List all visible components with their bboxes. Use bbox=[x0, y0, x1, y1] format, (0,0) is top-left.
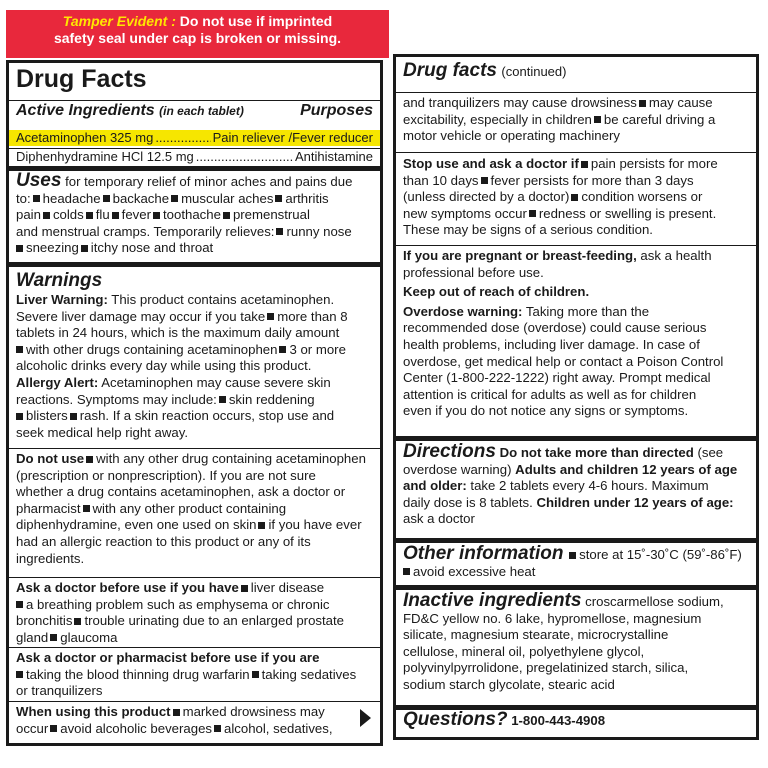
directions-text: Adults and children 12 years of age bbox=[515, 461, 738, 477]
drug-facts-panel-left bbox=[6, 60, 383, 746]
inactive-ingredients-section bbox=[396, 585, 756, 694]
uses-text: runny nose bbox=[286, 223, 352, 239]
warning-text: ingredients. bbox=[16, 550, 85, 566]
warning-text: overdose, get medical help or contact a Poison Control bbox=[403, 353, 724, 369]
questions-phone: 1-800-443-4908 bbox=[511, 713, 606, 728]
uses-text: muscular aches bbox=[181, 190, 274, 206]
warning-text: Center (1-800-222-1222) right away. Prompt medical bbox=[403, 370, 711, 386]
warning-text: Acetaminophen may cause severe skin bbox=[101, 374, 331, 390]
uses-section bbox=[9, 166, 380, 257]
other-information-section bbox=[396, 538, 756, 580]
warning-text: trouble urinating due to an enlarged prostate bbox=[84, 613, 344, 629]
active-ingredients-title: Active Ingredients bbox=[16, 102, 155, 119]
warning-text: rash. If a skin reaction occurs, stop use and bbox=[79, 408, 335, 424]
ingredient-name: Acetaminophen 325 mg bbox=[16, 130, 154, 145]
uses-text: backache bbox=[112, 190, 170, 206]
warning-text: than 10 days bbox=[403, 172, 479, 188]
warning-text: This product contains acetaminophen. bbox=[111, 292, 335, 307]
directions-text: ask a doctor bbox=[403, 511, 475, 527]
other-info-text: avoid excessive heat bbox=[413, 563, 536, 579]
overdose-warning-title: Overdose warning: bbox=[403, 303, 523, 319]
ingredient-name: Diphenhydramine HCl 12.5 mg bbox=[16, 149, 194, 164]
uses-text: headache bbox=[42, 190, 101, 206]
warning-text: more than 8 bbox=[277, 308, 348, 324]
tamper-evident-banner bbox=[6, 10, 389, 58]
tamper-line2: safety seal under cap is broken or missing. bbox=[53, 30, 342, 46]
purposes-title: Purposes bbox=[300, 102, 373, 119]
warning-text: alcoholic drinks every day while using this product. bbox=[16, 358, 312, 374]
uses-text: flu bbox=[95, 207, 110, 223]
uses-text: premenstrual bbox=[232, 207, 310, 223]
tamper-title: Tamper Evident : bbox=[62, 13, 176, 29]
other-information-title: Other information bbox=[403, 543, 564, 564]
warning-text: marked drowsiness may bbox=[182, 704, 325, 719]
warning-text: new symptoms occur bbox=[403, 205, 527, 221]
warning-text: Severe liver damage may occur if you take bbox=[16, 308, 266, 324]
directions-title: Directions bbox=[403, 441, 496, 462]
drug-facts-title: Drug Facts bbox=[16, 65, 147, 93]
liver-warning-title: Liver Warning: bbox=[16, 292, 108, 307]
uses-text: fever bbox=[121, 207, 151, 223]
directions-section bbox=[396, 436, 756, 528]
ask-doctor-section bbox=[9, 577, 380, 646]
allergy-alert-title: Allergy Alert: bbox=[16, 374, 99, 390]
warning-text: pharmacist bbox=[16, 500, 81, 516]
warning-text: whether a drug contains acetaminophen, ask a doctor or bbox=[16, 484, 346, 500]
warning-text: may cause bbox=[648, 95, 713, 110]
directions-text: overdose warning) bbox=[403, 461, 512, 477]
warning-text: gland bbox=[16, 629, 49, 645]
uses-text: arthritis bbox=[285, 190, 329, 206]
stop-use-section bbox=[396, 152, 756, 239]
warning-text: recommended dose (overdose) could cause serious bbox=[403, 320, 707, 336]
warning-text: with other drugs containing acetaminophen bbox=[26, 341, 278, 357]
drug-facts-heading-section bbox=[9, 65, 380, 94]
warning-text: (prescription or nonprescription). If you are not sure bbox=[16, 467, 316, 483]
warning-text: be careful driving a bbox=[603, 111, 716, 127]
directions-text: daily dose is 8 tablets. bbox=[403, 494, 533, 510]
ingredient-purpose: Antihistamine bbox=[294, 149, 373, 164]
uses-text: and menstrual cramps. Temporarily relieves: bbox=[16, 223, 275, 239]
inactive-text: polyvinylpyrrolidone, pregelatinized starch, silica, bbox=[403, 660, 689, 676]
warning-text: redness or swelling is present. bbox=[538, 205, 717, 221]
warning-text: health problems, including liver damage. In case of bbox=[403, 336, 700, 352]
warning-text: if you have ever bbox=[268, 517, 362, 533]
warning-text: taking the blood thinning drug warfarin bbox=[26, 666, 250, 682]
continued-text-section bbox=[396, 92, 756, 145]
ingredient-purpose: Pain reliever /Fever reducer bbox=[212, 130, 373, 145]
warning-text: glaucoma bbox=[60, 629, 118, 645]
inactive-ingredients-title: Inactive ingredients bbox=[403, 590, 582, 611]
keep-out-of-reach: Keep out of reach of children. bbox=[403, 284, 590, 300]
directions-text: and older: bbox=[403, 478, 467, 494]
ingredient-row-diphenhydramine bbox=[9, 148, 380, 165]
directions-text: take 2 tablets every 4-6 hours. Maximum bbox=[470, 478, 709, 494]
warning-text: a breathing problem such as emphysema or chronic bbox=[26, 596, 330, 612]
warnings-title: Warnings bbox=[16, 270, 103, 291]
tamper-line1: Do not use if imprinted bbox=[179, 13, 333, 29]
warnings-section bbox=[9, 262, 380, 441]
warning-text: ask a health bbox=[640, 248, 712, 263]
other-info-text: store at 15˚-30˚C (59˚-86˚F) bbox=[579, 547, 742, 562]
warning-text: taking sedatives bbox=[261, 666, 357, 682]
do-not-use-title: Do not use bbox=[16, 451, 85, 466]
uses-text: for temporary relief of minor aches and pains due bbox=[65, 174, 353, 189]
do-not-use-section bbox=[9, 448, 380, 567]
uses-text: to: bbox=[16, 190, 31, 206]
warning-text: seek medical help right away. bbox=[16, 424, 189, 440]
warning-text: had an allergic reaction to this product or any of its bbox=[16, 533, 311, 549]
warning-text: professional before use. bbox=[403, 264, 544, 280]
warning-text: fever persists for more than 3 days bbox=[490, 172, 694, 188]
stop-use-title: Stop use and ask a doctor if bbox=[403, 156, 579, 171]
ingredient-row-acetaminophen bbox=[9, 130, 380, 146]
warning-text: bronchitis bbox=[16, 613, 73, 629]
uses-text: sneezing bbox=[26, 240, 79, 256]
warning-text: occur bbox=[16, 720, 49, 736]
pregnant-title: If you are pregnant or breast-feeding, bbox=[403, 248, 637, 263]
inactive-text: silicate, magnesium stearate, microcrystalline bbox=[403, 627, 669, 643]
directions-text: (see bbox=[697, 445, 724, 460]
warning-text: with any other drug containing acetaminophen bbox=[96, 451, 366, 466]
warning-text: tablets in 24 hours, which is the maximum daily amount bbox=[16, 325, 340, 341]
warning-text: alcohol, sedatives, bbox=[224, 720, 333, 736]
warning-text: These may be signs of a serious condition. bbox=[403, 222, 653, 238]
warning-text: with any other product containing bbox=[92, 500, 287, 516]
inactive-text: cellulose, mineral oil, polyethylene glycol, bbox=[403, 643, 645, 659]
warning-text: even if you do not notice any signs or symptoms. bbox=[403, 403, 689, 419]
active-ingredients-section bbox=[9, 100, 380, 120]
warning-text: attention is critical for adults as well as for children bbox=[403, 386, 697, 402]
ask-pharmacist-section bbox=[9, 647, 380, 700]
directions-text: Children under 12 years of age: bbox=[536, 494, 734, 510]
continue-arrow-icon bbox=[360, 709, 371, 727]
warning-text: avoid alcoholic beverages bbox=[60, 720, 213, 736]
inactive-text: croscarmellose sodium, bbox=[585, 594, 724, 609]
ask-doctor-title: Ask a doctor before use if you have bbox=[16, 580, 239, 595]
inactive-text: sodium starch glycolate, stearic acid bbox=[403, 676, 615, 692]
warning-text: liver disease bbox=[250, 580, 325, 595]
drug-facts-panel-right bbox=[393, 54, 759, 740]
warning-text: pain persists for more bbox=[590, 156, 718, 171]
drug-facts-continued-heading bbox=[396, 60, 756, 82]
warning-text: reactions. Symptoms may include: bbox=[16, 391, 217, 407]
warning-text: or tranquilizers bbox=[16, 683, 103, 699]
warning-text: condition worsens or bbox=[581, 189, 703, 205]
uses-text: pain bbox=[16, 207, 41, 223]
when-using-title: When using this product bbox=[16, 704, 171, 719]
uses-text: itchy nose and throat bbox=[90, 240, 214, 256]
drug-facts-continued-title: Drug facts bbox=[403, 60, 497, 81]
questions-section bbox=[396, 705, 756, 730]
active-ingredients-sub: (in each tablet) bbox=[159, 104, 244, 118]
pregnant-section bbox=[396, 245, 756, 420]
questions-title: Questions? bbox=[403, 709, 508, 730]
warning-text: blisters bbox=[26, 408, 68, 424]
inactive-text: FD&C yellow no. 6 lake, hypromellose, magnesium bbox=[403, 610, 702, 626]
warning-text: and tranquilizers may cause drowsiness bbox=[403, 95, 637, 110]
warning-text: excitability, especially in children bbox=[403, 111, 592, 127]
warning-text: Taking more than the bbox=[525, 303, 650, 319]
directions-text: Do not take more than directed bbox=[499, 445, 694, 460]
warning-text: motor vehicle or operating machinery bbox=[403, 128, 620, 144]
uses-title: Uses bbox=[16, 170, 62, 191]
warning-text: diphenhydramine, even one used on skin bbox=[16, 517, 257, 533]
ask-pharmacist-title: Ask a doctor or pharmacist before use if you are bbox=[16, 650, 320, 665]
when-using-section bbox=[9, 701, 380, 737]
uses-text: colds bbox=[52, 207, 84, 223]
continued-label: (continued) bbox=[501, 64, 567, 79]
uses-text: toothache bbox=[163, 207, 221, 223]
warning-text: (unless directed by a doctor) bbox=[403, 189, 570, 205]
warning-text: 3 or more bbox=[289, 341, 346, 357]
warning-text: skin reddening bbox=[228, 391, 315, 407]
